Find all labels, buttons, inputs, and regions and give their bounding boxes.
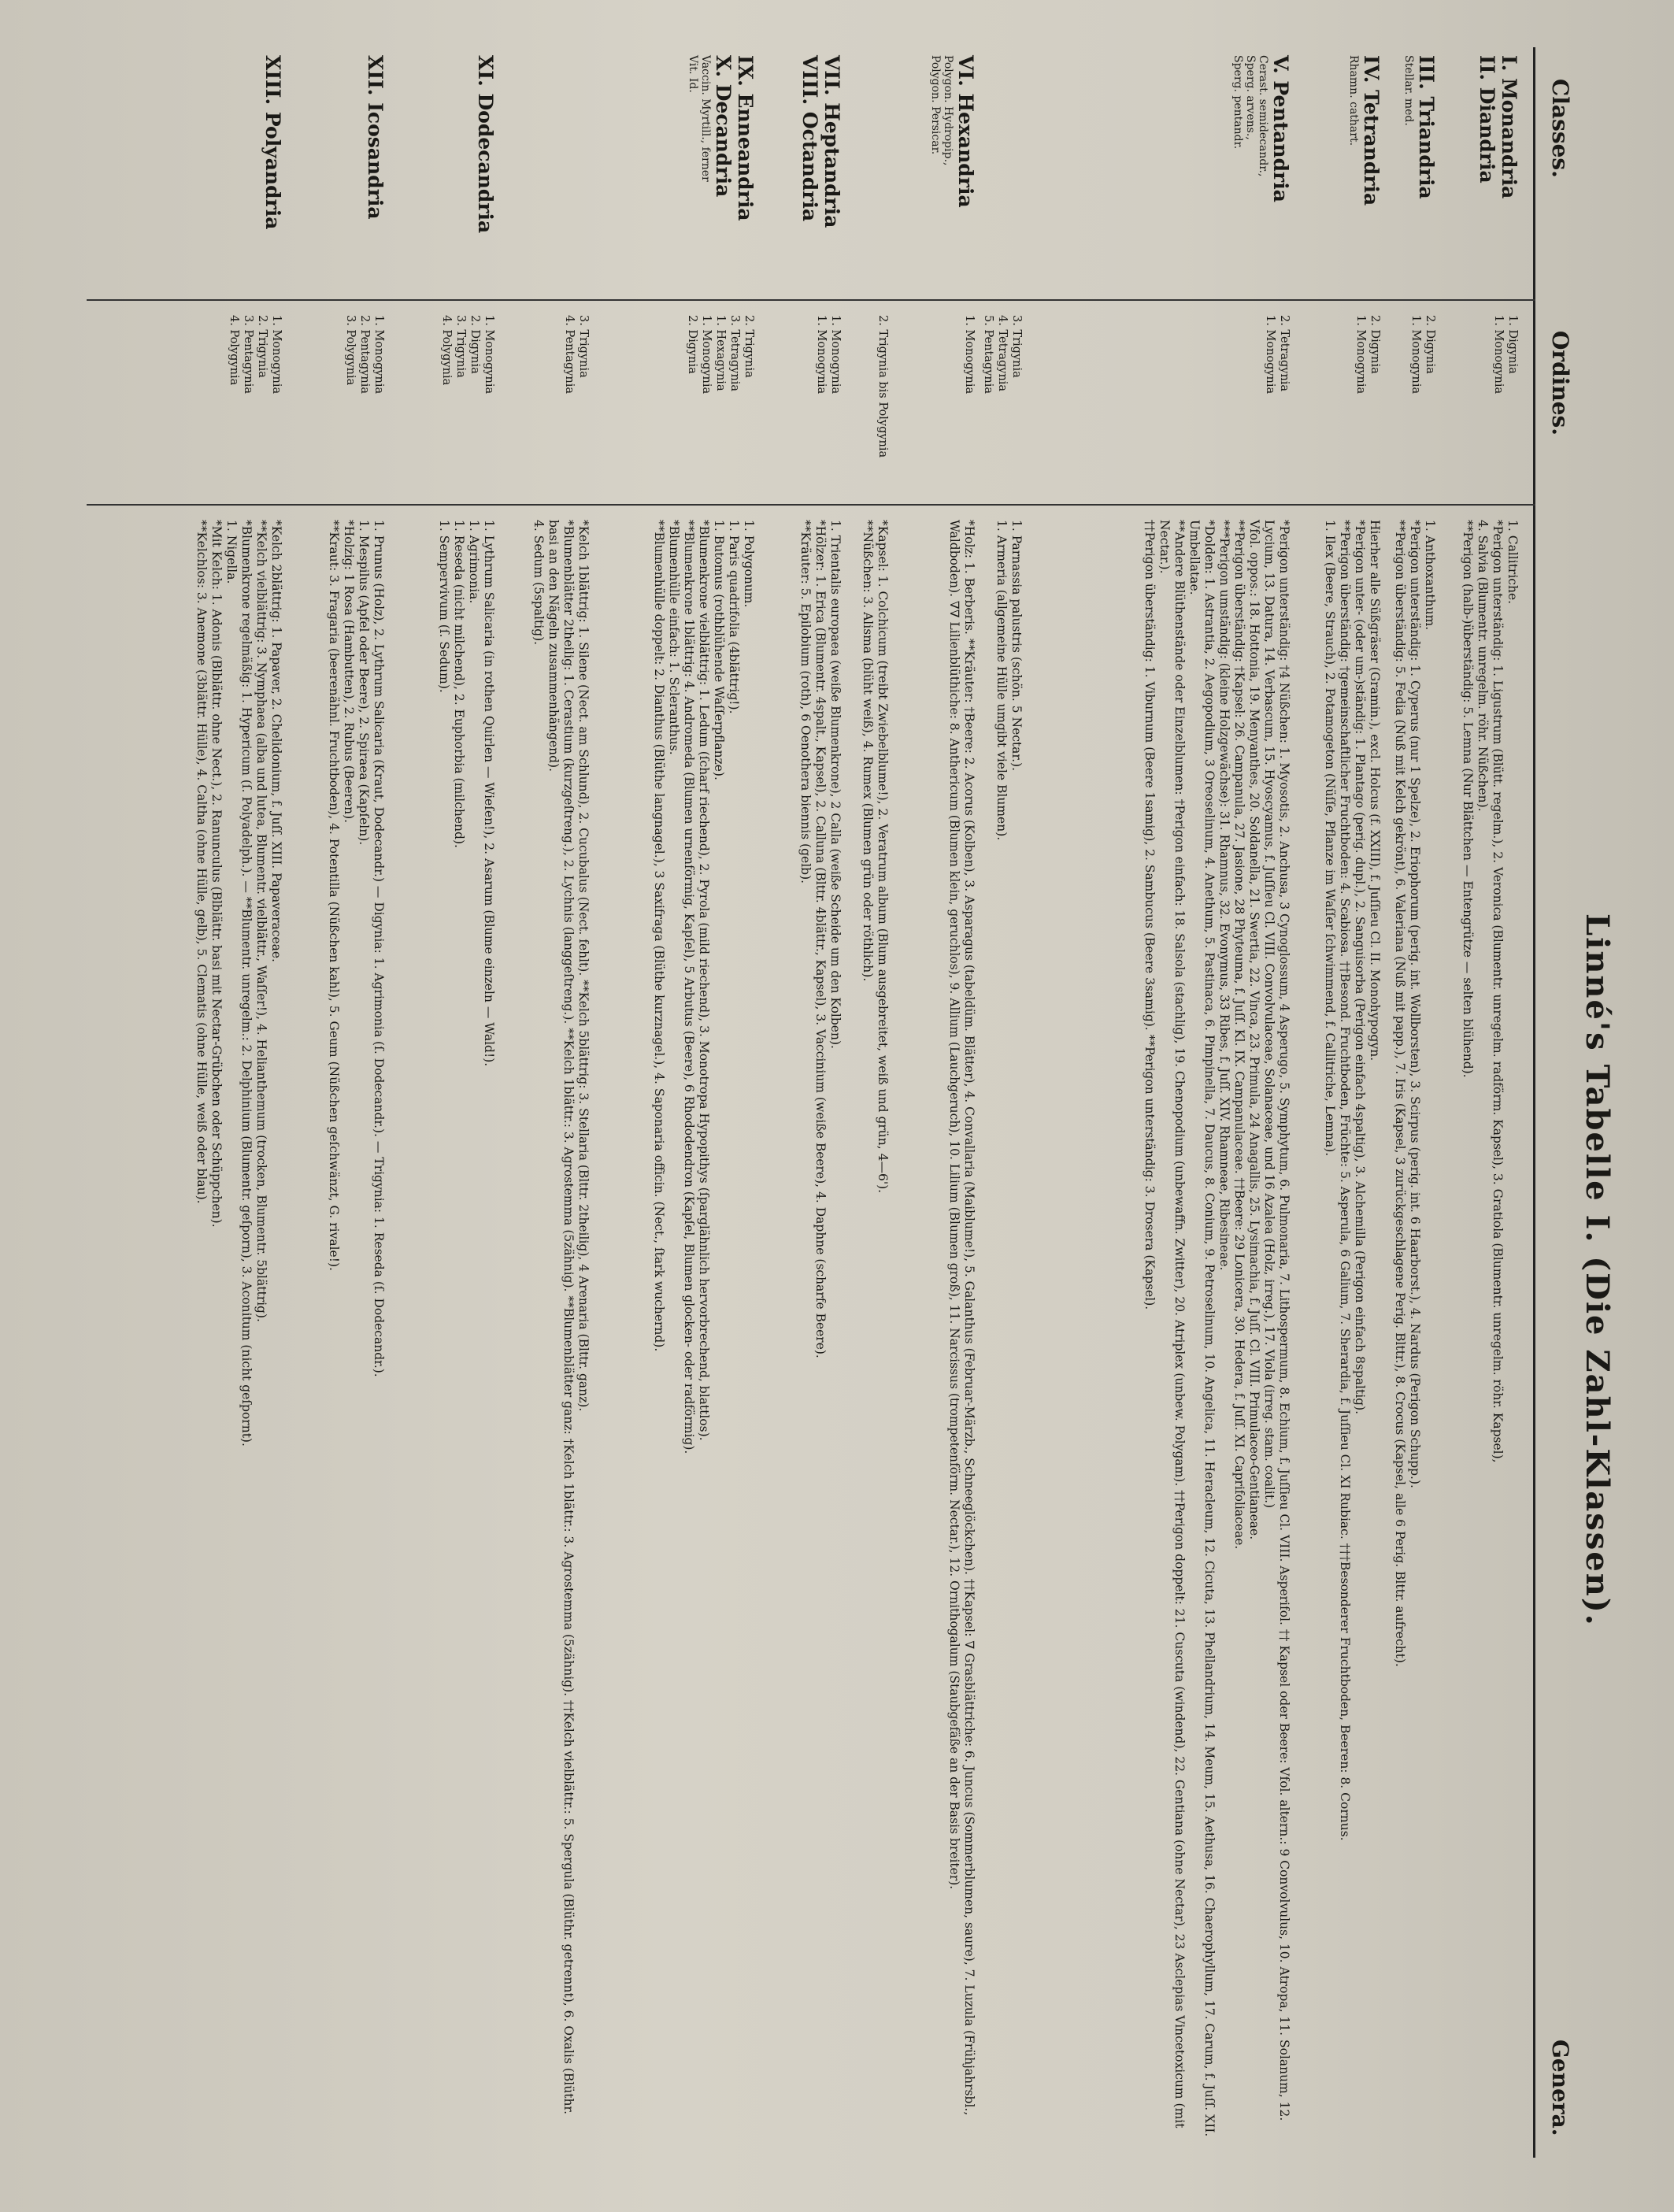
ordines-cell: 1. Monogynia — [963, 315, 976, 395]
genera-line: 1. Mespilus (Apfel oder Beere), 2. Spiraea (Kapſeln). — [357, 520, 371, 846]
genera-cell — [326, 520, 386, 2142]
genera-line: *Mit Kelch: 1. Adonis (Blblättr. ohne Nect.), 2. Ranunculus (Blblättr. basi mit Nectar-Grübchen oder Schüppchen). — [209, 520, 224, 1228]
genera-line: **Perigon überständig: †gemeinschaftlicher Fruchtboden: 4. Scabiosa. ††Besond. Fruchtboden, Früchte: 5. Asperula, 6 Galium, 7. Sherardia, f. Juſſieu Cl. XI Rubiac. †††Besonderer Fruchtboden, Beeren: 8. Cornus. — [1338, 520, 1352, 1841]
genera-line: **Kelchlos: 3. Anemone (3blättr. Hülle), 4. Caltha (ohne Hülle, gelb), 5. Clematis (ohne Hülle, weiß oder blau). — [194, 520, 209, 1204]
class-name: VI. Hexandria — [954, 55, 977, 208]
genera-cell — [798, 520, 843, 2142]
ordines-cell: 2. Digynia 1. Monogynia — [1409, 315, 1436, 395]
genera-line: **Perigon (halb-)überständig: 5. Lemna (Nur Blättchen — Entengrütze — selten blühend). — [1461, 520, 1475, 1078]
class-note: Polygon. Hydropip., Polygon. Persicar. — [929, 55, 954, 166]
ordines-cell: 2. Trigynia 3. Tetragynia 1. Hexagynia 1. Monogynia 2. Digynia — [686, 315, 755, 395]
genera-line: Hierher alle Süßgräser (Gramin.), excl. Holcus (f. XXIII), f. Juſſieu Cl. II. Monohypogyn. — [1368, 520, 1382, 1062]
genera-line: *Blumenblätter 2theilig: 1. Cerastium (kurzgeſtreng.), 2. Lychnis (langgeſtreng.). **Kelch 1blättr.: 3. Agrostemma (5zähnig). **Blumenblätter ganz: †Kelch 1blättr.: 3. Agrostemma (5zähnig). ††Kelch vielblättr.: 5. Spergula (Blüthr. getrennt), 6. Oxalis (Blüthr. basi an den Nägeln zusammenhängend). — [546, 520, 576, 2115]
class-cell — [261, 55, 283, 291]
genera-line: 1. Armeria (allgemeine Hülle umgibt viele Blumen). — [994, 520, 1009, 841]
genera-line: *Perigon unterständig: 1. Cyperus (nur 1 Spelze), 2. Eriophorum (perig. int. Wollborsten), 3. Scirpus (perig. int. 6 Haarborst.), 4. Nardus (Perigon Schupp.). — [1408, 520, 1422, 1488]
genera-line: **Kraut: 3. Fragaria (beerenähnl. Fruchtboden), 4. Potentilla (Nüßchen kahl), 5. Geum (Nüßchen geſchwänzt, G. rivale!). — [327, 520, 341, 1271]
genera-line: 1. Paris quadrifolia (4blättrig!). — [727, 520, 741, 714]
genera-line: *Perigon unterständig: †4 Nüßchen: 1. Myosotis, 2. Anchusa, 3 Cynoglossum, 4 Asperugo, 5. Symphytum, 6. Pulmonaria, 7. Lithospermum, 8. Echium, f. Juſſieu Cl. VIII. Asperifol. †† Kapsel oder Beere: Vfol. altern.: 9 Convolvulus, 10. Atropa, 11. Solanum, 12. Lycium, 13. Datura, 14. Verbascum, 15. Hyoscyamus, f. Juſſieu Cl. VIII. Convolvulaceae, Solanaceae, und 16 Azalea (Holz, irreg.), 17. Viola (irreg. stam. coalit.) — [1262, 520, 1291, 2121]
class-cell — [1402, 55, 1437, 291]
column-divider — [87, 504, 1535, 506]
class-cell — [1347, 55, 1382, 291]
genera-line: 1. Lythrum Salicaria (in rothen Quirlen — Wieſen!), 2. Asarum (Blume einzeln — Wald!). — [482, 520, 496, 1067]
ordines-cell: 2. Tetragynia 1. Monogynia — [1264, 315, 1291, 395]
genera-line: **Kelch vielblättrig: 3. Nymphaea (alba und lutea, Blumentr. vielblättr., Waſſer!), 4. Helianthemum (trocken, Blumentr. 5blättrig). — [254, 520, 269, 1322]
genera-line: *Perigon unterständig: 1. Ligustrum (Blütt. regelm.), 2. Veronica (Blumentr. unregelm. radförm. Kapsel), 3. Gratiola (Blumentr. unregelm. röhr. Kapsel), — [1491, 520, 1505, 1463]
ordines-cell: 1. Monogynia 1. Monogynia — [815, 315, 842, 395]
genera-line: ***Perigon umständig: (kleine Holzgewächse): 31. Rhamnus, 32. Evonymus, 33 Ribes, f. Juſſ. XIV. Rhamneae, Ribesineae. — [1217, 520, 1231, 1271]
genera-line: *Holzig: 1 Rosa (Hambutten), 2. Rubus (Beeren). — [342, 520, 356, 824]
ordines-cell: 1. Monogynia 2. Pentagynia 3. Polygynia — [344, 315, 385, 395]
class-name: VII. Heptandria — [820, 55, 843, 228]
genera-cell — [946, 520, 976, 2142]
ordines-cell: 3. Trigynia 4. Pentagynia — [563, 315, 590, 395]
genera-line: **Blumenkrone 1blättrig: 4. Andromeda (Blumen urnenförmig, Kapſel), 5 Arbutus (Beere), 6 Rhododendron (Kapſel, Blumen glocken- oder radförmig). — [682, 520, 696, 1454]
class-name: XI. Dodecandria — [474, 55, 497, 234]
class-cell — [474, 55, 496, 291]
genera-cell — [194, 520, 283, 2142]
column-header-genera: Genera. — [1547, 2040, 1573, 2136]
class-note: Rhamn. cathart. — [1347, 55, 1360, 146]
genera-line: *Dolden: 1. Astrantia, 2. Aegopodium, 3 Oreoselinum, 4. Anethum, 5. Pastinaca, 6. Pimpinella, 7. Daucus, 8. Conium, 9. Petroselinum, 10. Angelica, 11. Heracleum, 12. Cicuta, 13. Phellandrium, 14. Meum, 15. Aethusa, 16. Chaerophyllum, 17. Carum, f. Juſſ. XII. Umbellatae. — [1187, 520, 1217, 2137]
class-name: XIII. Polyandria — [261, 55, 284, 230]
genera-line: 1. Ilex (Beere, Strauch), 2. Potamogeton (Nüſſe, Pflanze im Waſſer ſchwimmend, f. Callitriche, Lemna). — [1323, 520, 1337, 1157]
genera-line: 4. Salvia (Blumentr. unregelm. röhr. Nüßchen). — [1476, 520, 1490, 812]
genera-line: **Perigon überständig: 5. Fedia (Nuß mit Kelch gekrönt), 6. Valeriana (Nuß mit papp.), 7. Iris (Kapsel, 3 zurückgeschlagene Perig. Blttr.), 8. Crocus (Kapsel, alle 6 Perig. Blttr. aufrecht). — [1393, 520, 1407, 1667]
genera-cell — [436, 520, 496, 2142]
class-name: IX. Enneandria — [734, 55, 757, 221]
class-name: IV. Tetrandria — [1360, 55, 1383, 206]
genera-line: *Hölzer: 1. Erica (Blumentr. 4spalt., Kapsel), 2. Calluna (Blttr. 4blättr., Kapsel), 3. Vaccinium (weiße Beere), 4. Daphne (scharfe Beere). — [813, 520, 828, 1358]
ordines-cell: 1. Monogynia 2. Digynia 3. Trigynia 4. Polygynia — [440, 315, 495, 395]
column-header-classes: Classes. — [1547, 79, 1573, 178]
genera-line: Vfol. oppos.: 18. Hottonia, 19. Menyanthes, 20. Soldanella, 21. Swertia, 22. Vinca, 23. Primula, 24 Anagallis, 25. Lysimachia, f. Juſſ. Cl. VIII. Primulaceo-Gentianeae. — [1247, 520, 1261, 1540]
class-name: VIII. Octandria — [798, 55, 821, 222]
class-cell — [687, 55, 756, 291]
genera-line: *Blumenkrone vielblättrig: 1. Ledum (ſcharf riechend), 2. Pyrola (mild riechend), 3. Monotropa Hypopithys (ſparglähnlich hervorbrechend, blattlos). — [697, 520, 711, 1441]
class-name: III. Triandria — [1415, 55, 1438, 199]
class-name: X. Decandria — [712, 55, 735, 198]
class-note: Vaccin. Myrtill., ferner Vit. Id. — [687, 55, 712, 182]
page-title: Linné's Tabelle I. (Die Zahl-Klassen). — [1579, 913, 1616, 1627]
genera-line: *Kelch 1blättrig: 1. Silene (Nect. am Schlund), 2. Cucubalus (Nect. fehlt). **Kelch 5blättrig: 3. Stellaria (Blttr. 2theilig), 4 Arenaria (Blttr. ganz). — [576, 520, 591, 1412]
class-name: I. Monandria — [1498, 55, 1520, 199]
column-divider — [87, 299, 1535, 301]
genera-line: 1. Parnassia palustris (schön. 5 Nectar.). — [1009, 520, 1024, 772]
genera-line: **Nüßchen: 3. Alisma (blüht weiß), 4. Rumex (Blumen grün oder röthlich). — [861, 520, 875, 982]
genera-line: **Kräuter: 5. Epilobium (roth), 6 Oenothera biennis (gelb). — [798, 520, 813, 884]
class-name: II. Diandria — [1476, 55, 1498, 183]
genera-line: *Holz: 1. Berberis. **Kräuter: †Beere: 2. Acorus (Kolben), 3. Asparagus (tabeldüm. Blätter), 4. Convallaria (Maiblume!), 5. Galanthus (Februar-Märzb., Schneeglöckchen). ††Kapsel: ∇ Grasblättriche: 6. Juncus (Sommerblumen, saure), 7. Luzula (Frühjahrsbl., Waldboden). ∇∇ Lilienblüthiche: 8. Anthericum (Blumen klein, geruchlos), 9. Allium (Lauchgeruch), 10. Lilium (Blumen groß), 11. Narcissus (trompetenförm. Nectar.), 12. Ornithogalum (Staubgefäße an der Basis breiter). — [947, 520, 976, 2116]
genera-line: *Blumenhülle einfach: 1. Scleranthus. — [667, 520, 681, 755]
ordines-cell: 2. Trigynia bis Polygynia — [876, 315, 889, 458]
ordines-cell: 2. Digynia 1. Monogynia — [1354, 315, 1381, 395]
class-cell — [929, 55, 976, 291]
genera-line: 1. Nigella. — [224, 520, 239, 584]
genera-cell — [1322, 520, 1382, 2142]
class-name: V. Pentandria — [1269, 55, 1292, 202]
genera-line: 1. Polygonum. — [742, 520, 756, 608]
ordines-cell: 1. Monogynia 2. Trigynia 3. Pentagynia 4. Polygynia — [228, 315, 283, 395]
genera-cell — [1460, 520, 1520, 2142]
class-cell — [1231, 55, 1291, 291]
genera-line: **Blumenhülle doppelt: 2. Dianthus (Blüthe langnagel.), 3 Saxifraga (Blüthe kurznagel.), 4. Saponaria officin. (Nect., ſtark wuchernd). — [652, 520, 666, 1352]
ordines-cell: 3. Trigynia 4. Tetragynia 5. Pentagynia — [982, 315, 1023, 395]
class-cell — [798, 55, 843, 291]
genera-line: 1. Butomus (rothblühende Waſſerpflanze). — [712, 520, 726, 780]
genera-line: *Blumenkrone regelmäßig: 1. Hypericum (ſ. Polyadelph.). — **Blumentr. unregelm.: 2. Delphinium (Blumentr. geſporn), 3. Aconitum (nicht geſpornt). — [239, 520, 254, 1447]
genera-cell — [1392, 520, 1437, 2142]
genera-line: **Andere Blüthenstände oder Einzelblumen: †Perigon einfach: 18. Salsola (stachlig), 19. Chenopodium (unbewaffn. Zwitter), 20. Atriplex (unbew. Polygam). ††Perigon doppelt: 21. Cuscuta (windend), 22. Gentiana (ohne Nectar), 23 Asclepias Vincetoxicum (mit Nectar.). — [1157, 520, 1187, 2129]
genera-line: 1. Callitriche. — [1505, 520, 1520, 605]
class-note: Stellar. med. — [1402, 55, 1415, 126]
column-header-ordines: Ordines. — [1547, 331, 1573, 436]
genera-line: *Kelch 2blättrig: 1. Papaver, 2. Chelidonium, f. Juſſ. XIII. Papaveraceae. — [269, 520, 283, 962]
genera-cell — [531, 520, 591, 2142]
genera-cell — [1142, 520, 1291, 2142]
genera-line: 1. Trientalis europaea (weiße Blumenkrone), 2 Calla (weiße Scheide um den Kolben). — [828, 520, 843, 1049]
ordines-cell: 1. Digynia 1. Monogynia — [1492, 315, 1519, 395]
genera-line: ††Perigon überständig: 1. Viburnum (Beere 1samig), 2. Sambucus (Beere 3samig). **Perigon unterständig: 3. Drosera (Kapsel). — [1143, 520, 1157, 1310]
genera-cell — [651, 520, 756, 2142]
genera-cell — [860, 520, 890, 2142]
class-note: Cerast. semidecandr., Sperg. arvens., Sperg. pentandr. — [1231, 55, 1269, 177]
genera-line: 1. Sempervivum (ſ. Sedum). — [437, 520, 451, 693]
class-cell — [1476, 55, 1520, 291]
header-rule — [1533, 47, 1535, 2158]
genera-line: *Kapsel: 1. Colchicum (treibt Zwiebelblume!), 2. Veratrum album (Blum ausgebreitet, weiß und grün, 4—6'). — [876, 520, 890, 1194]
genera-line: 1. Reseda (nicht milchend), 2. Euphorbia (milchend). — [452, 520, 466, 848]
rotated-table-sheet — [87, 47, 1622, 2158]
class-name: XII. Icosandria — [364, 55, 387, 220]
genera-line: *Perigon unter- (oder um-)ständig: 1. Plantago (perig. dupl.), 2. Sanguisorba (Perigon einfach 4spaltig), 3. Alchemilla (Perigon einfach 8spaltig). — [1353, 520, 1367, 1415]
genera-line: 1. Agrimonia. — [467, 520, 481, 604]
genera-cell — [994, 520, 1024, 2142]
genera-line: 1. Anthoxanthum. — [1423, 520, 1437, 631]
genera-line: 1. Prunus (Holz), 2. Lythrum Salicaria (Kraut, Dodecandr.) — Digynia: 1. Agrimonia (ſ. Dodecandr.). — Trigynia: 1. Reseda (ſ. Dodecandr.). — [372, 520, 386, 1377]
genera-line: 4. Sedum (5spaltig). — [531, 520, 546, 646]
genera-line: **Perigon überständig: †Kapsel: 26. Campanula, 27. Jasione, 28 Phyteuma, f. Juſſ. Kl. IX. Campanulaceae. ††Beere: 29 Lonicera, 30. Hedera, f. Juſſ. XI. Caprifoliaceae. — [1232, 520, 1246, 1550]
class-cell — [364, 55, 386, 291]
